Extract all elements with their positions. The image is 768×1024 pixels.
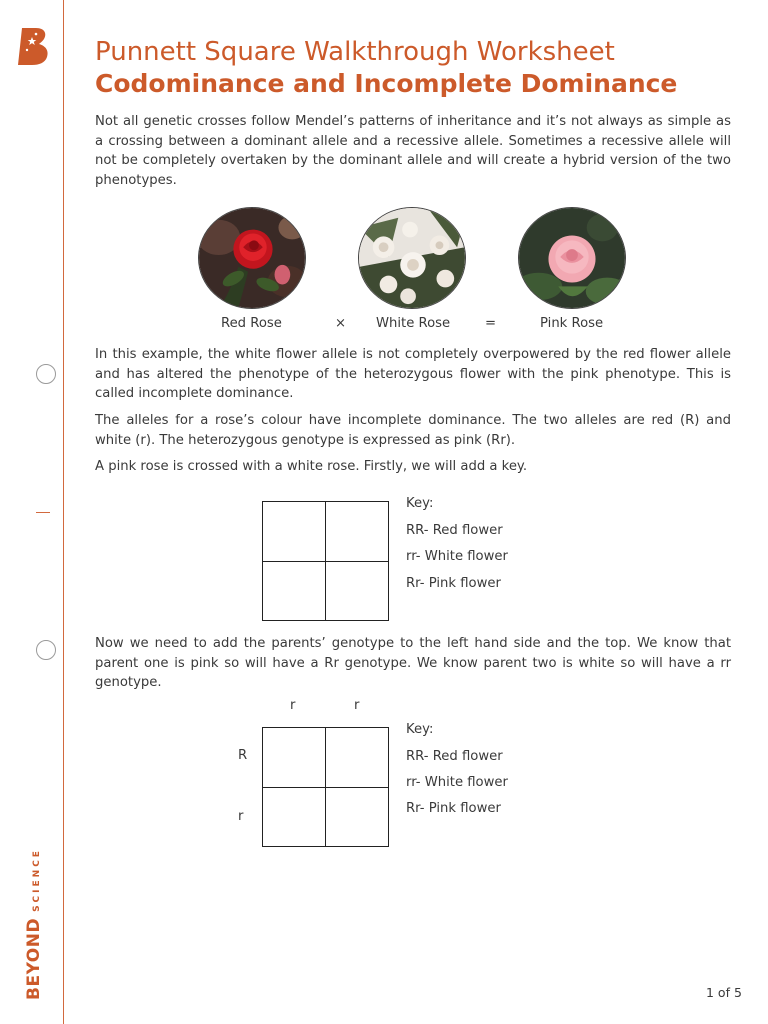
fold-mark <box>36 512 50 513</box>
key2-red: RR- Red flower <box>406 749 503 764</box>
key2-pink: Rr- Pink flower <box>406 801 501 816</box>
paragraph-cross: A pink rose is crossed with a white rose. Firstly, we will add a key. <box>95 459 528 474</box>
left-allele-2: r <box>238 809 244 824</box>
page-title: Punnett Square Walkthrough Worksheet <box>95 37 615 67</box>
white-rose-image <box>358 207 466 309</box>
left-allele-1: R <box>238 748 248 763</box>
brand-name-small: SCIENCE <box>32 848 42 912</box>
key-title: Key: <box>406 496 434 511</box>
top-allele-2: r <box>354 698 360 713</box>
red-rose-image <box>198 207 306 309</box>
margin-rule <box>63 0 64 1024</box>
paragraph-parents: Now we need to add the parents’ genotype to the left hand side and the top. We know that parent one is pink so will have a Rr genotype. We know parent two is white so will have a rr genotype. <box>95 636 731 690</box>
equals-symbol: = <box>485 316 497 331</box>
key-white: rr- White flower <box>406 549 508 564</box>
times-symbol: × <box>335 316 347 331</box>
intro-paragraph: Not all genetic crosses follow Mendel’s patterns of inheritance and it’s not always as simple as a crossing between a dominant allele and a recessive allele. Sometimes a recessive allele will not be completely overtaken by the dominant allele and will create a hybrid version of the two phenotypes. <box>95 114 731 188</box>
caption-red-rose: Red Rose <box>221 316 282 331</box>
key2-white: rr- White flower <box>406 775 508 790</box>
page-subtitle: Codominance and Incomplete Dominance <box>95 69 678 98</box>
key-red: RR- Red flower <box>406 523 503 538</box>
binder-hole-bottom <box>36 640 56 660</box>
key-pink: Rr- Pink flower <box>406 576 501 591</box>
pink-rose-image <box>518 207 626 309</box>
punnett-square-parents <box>262 727 389 847</box>
paragraph-alleles: The alleles for a rose’s colour have incomplete dominance. The two alleles are red (R) and white (r). The heterozygous genotype is expressed as pink (Rr). <box>95 413 731 448</box>
brand-name-big: BEYOND <box>24 917 44 1000</box>
paragraph-incomplete-dominance: In this example, the white flower allele is not completely overpowered by the red flower allele and has altered the phenotype of the heterozygous flower with the pink phenotype. This is called incomplete dominance. <box>95 347 731 401</box>
brand-vertical <box>24 840 48 1000</box>
b-logo-icon <box>16 26 50 66</box>
caption-pink-rose: Pink Rose <box>540 316 604 331</box>
binder-hole-top <box>36 364 56 384</box>
caption-white-rose: White Rose <box>376 316 451 331</box>
key2-title: Key: <box>406 722 434 737</box>
punnett-square-empty <box>262 501 389 621</box>
page-number: 1 of 5 <box>706 985 742 1000</box>
top-allele-1: r <box>290 698 296 713</box>
